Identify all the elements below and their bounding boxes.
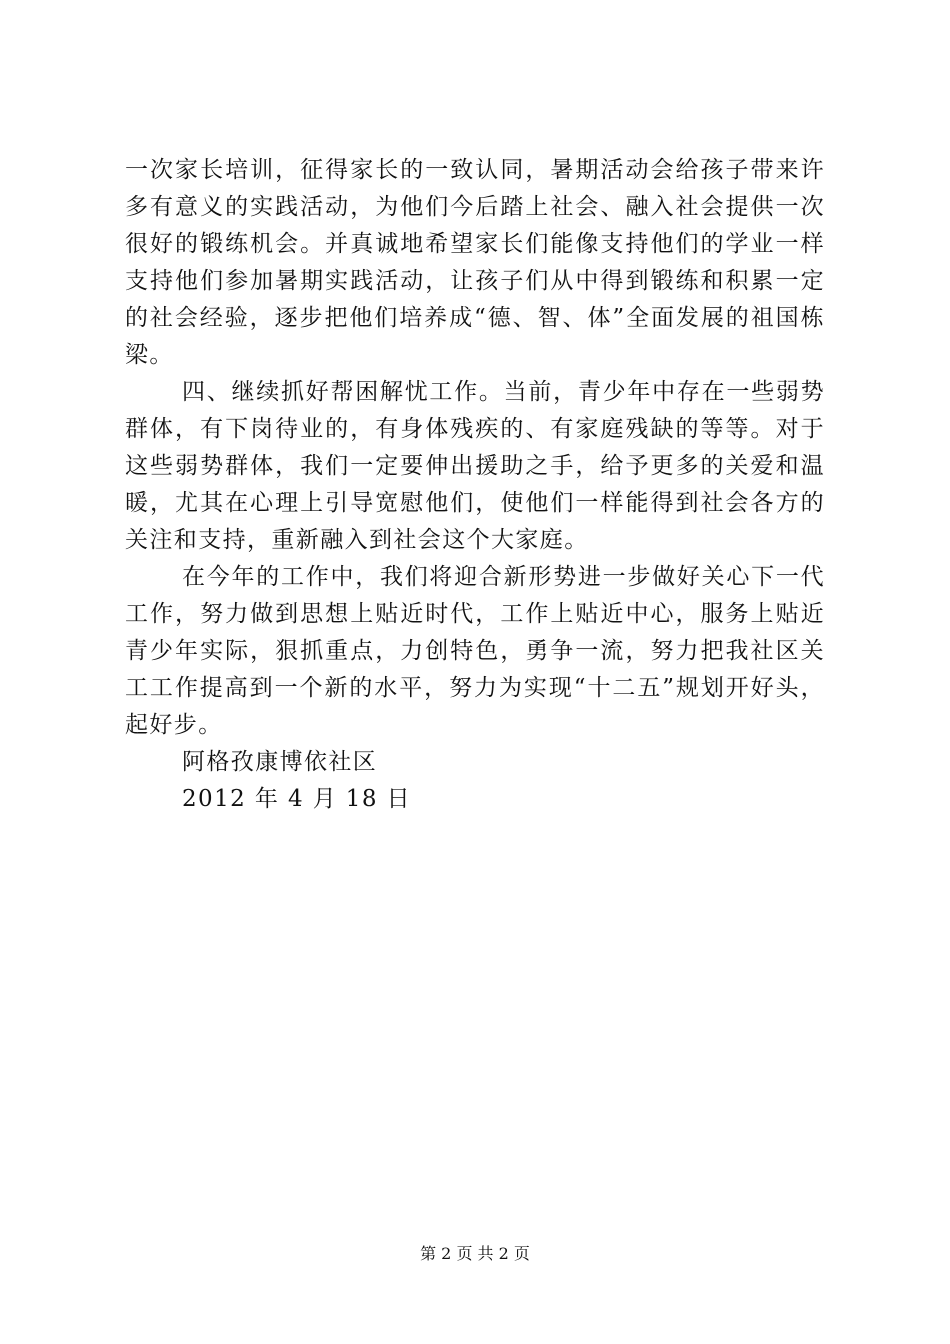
page-footer: 第 2 页 共 2 页 [420,1244,530,1263]
paragraph-1: 一次家长培训，征得家长的一致认同，暑期活动会给孩子带来许多有意义的实践活动，为他们今后踏上社会、融入社会提供一次很好的锻练机会。并真诚地希望家长们能像支持他们的学业一样支持他们参加暑期实践活动，让孩子们从中得到锻练和积累一定的社会经验，逐步把他们培养成“德、智、体”全面发展的祖国栋梁。 [125,157,825,368]
paragraph-2: 四、继续抓好帮困解忧工作。当前，青少年中存在一些弱势群体，有下岗待业的，有身体残疾的、有家庭残缺的等等。对于这些弱势群体，我们一定要伸出援助之手，给予更多的关爱和温暖，尤其在心理上引导宽慰他们，使他们一样能得到社会各方的关注和支持，重新融入到社会这个大家庭。 [125,379,825,553]
signature-organization: 阿格孜康博依社区 [182,749,378,775]
signature-date: 2012 年 4 月 18 日 [182,786,411,812]
document-body [125,152,825,818]
paragraph-3: 在今年的工作中，我们将迎合新形势进一步做好关心下一代工作，努力做到思想上贴近时代，工作上贴近中心，服务上贴近青少年实际，狠抓重点，力创特色，勇争一流，努力把我社区关工工作提高到一个新的水平，努力为实现“十二五”规划开好头，起好步。 [125,564,825,738]
